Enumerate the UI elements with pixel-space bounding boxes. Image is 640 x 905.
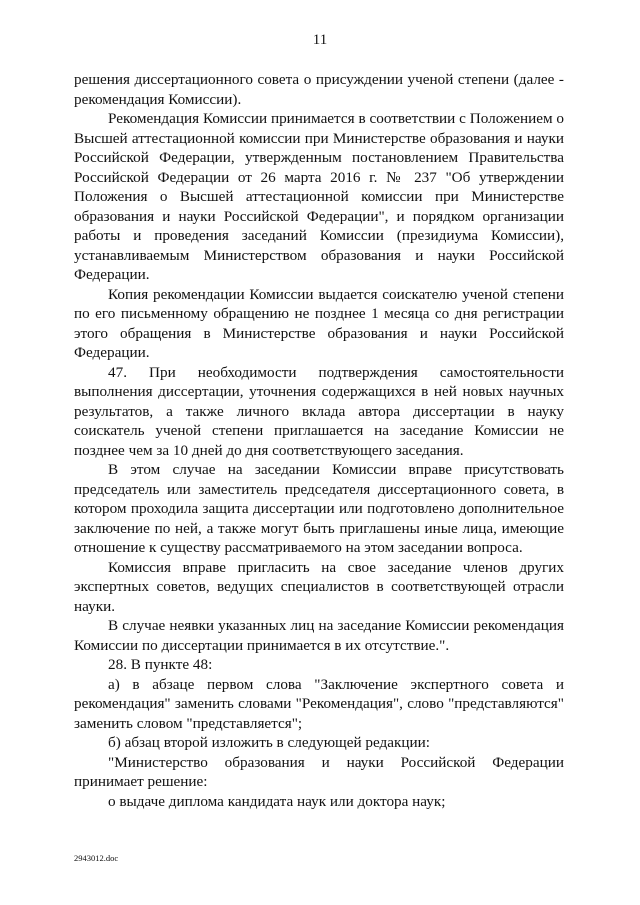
paragraph-recommendation-copy: Копия рекомендации Комиссии выдается соискателю ученой степени по его письменному обращению не позднее 1 месяца со дня регистрации этого обращения в Министерстве образования и науки Российской Федерации. [74,285,564,361]
paragraph-continuation: решения диссертационного совета о присуждении ученой степени (далее - рекомендация Комиссии). [74,71,564,108]
page-number: 11 [312,32,328,48]
paragraph-subitem-b: б) абзац второй изложить в следующей редакции: [108,734,430,751]
paragraph-item-28: 28. В пункте 48: [108,656,213,673]
paragraph-ministry-decision: "Министерство образования и науки Российской Федерации принимает решение: [74,753,564,790]
paragraph-diploma-issue: о выдаче диплома кандидата наук или доктора наук; [108,792,446,810]
paragraph-subitem-a: а) в абзаце первом слова "Заключение экспертного совета и рекомендация" заменить словами "Рекомендация", слово "представляются" заменить словом "представляется"; [74,675,564,732]
paragraph-meeting-attendance: В этом случае на заседании Комиссии вправе присутствовать председатель или заместитель председателя диссертационного совета, в котором проходила защита диссертации или подготовлено дополнительное заключение по ней, а также могут быть приглашены иные лица, имеющие отношение к существу рассматриваемого на этом заседании вопроса. [74,461,564,556]
paragraph-absence: В случае неявки указанных лиц на заседание Комиссии рекомендация Комиссии по диссертации принимается в их отсутствие.". [74,617,564,654]
document-body [74,70,564,811]
footer-document-code: 2943012.doc [74,853,119,863]
paragraph-invite-experts: Комиссия вправе пригласить на свое заседание членов других экспертных советов, ведущих специалистов в соответствующей отрасли науки. [74,558,564,615]
paragraph-item-47: 47. При необходимости подтверждения самостоятельности выполнения диссертации, уточнения содержащихся в ней новых научных результатов, а также личного вклада автора диссертации в науку соискатель ученой степени приглашается на заседание Комиссии не позднее чем за 10 дней до дня соответствующего заседания. [74,363,564,459]
paragraph-recommendation-basis: Рекомендация Комиссии принимается в соответствии с Положением о Высшей аттестационной комиссии при Министерстве образования и науки Российской Федерации, утвержденным постановлением Правительства Российской Федерации от 26 марта 2016 г. № 237 "Об утверждении Положения о Высшей аттестационной комиссии при Министерстве образования и науки Российской Федерации", и порядком организации работы и проведения заседаний Комиссии (президиума Комиссии), устанавливаемым Министерством образования и науки Российской Федерации. [74,110,564,283]
